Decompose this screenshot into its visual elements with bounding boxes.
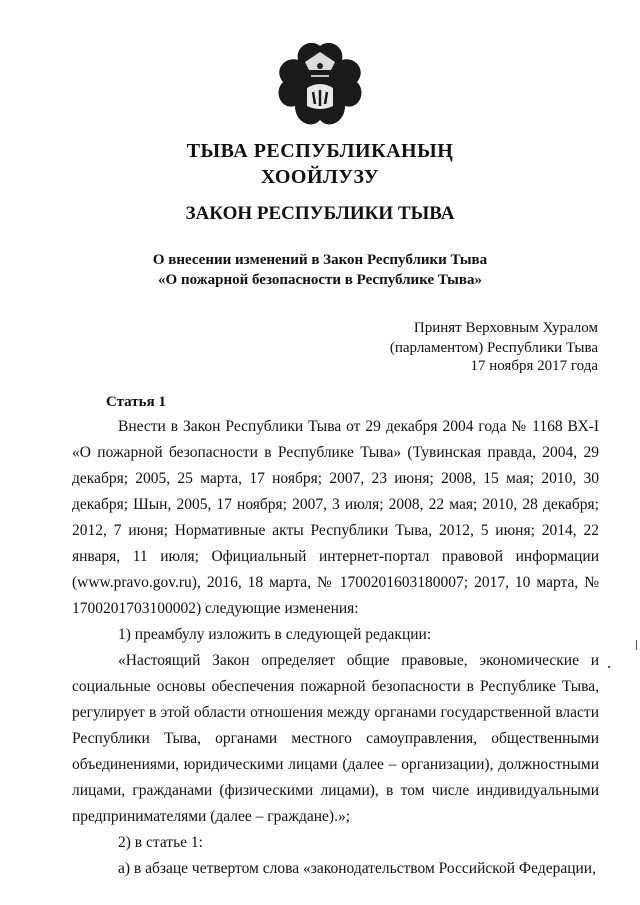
article-body [72,414,599,882]
adopted-line1: Принят Верховным Хуралом [413,320,598,336]
law-title: ЗАКОН РЕСПУБЛИКИ ТЫВА [185,203,455,224]
law-subtitle-line1: О внесении изменений в Закон Республики Тыва [152,252,488,268]
adopted-line2: (парламентом) Республики Тыва [389,340,598,356]
article-intro: Внести в Закон Республики Тыва от 29 декабря 2004 года № 1168 ВХ-I «О пожарной безопасности в Республике Тыва» (Тувинская правда, 2004, 29 декабря; 2005, 25 марта, 17 ноября; 2007, 23 июня; 2008, 15 мая; 2010, 30 декабря; Шын, 2005, 17 ноября; 2007, 3 июля; 2008, 22 мая; 2010, 28 декабря; 2012, 7 июня; Нормативные акты Республики Тыва, 2012, 5 июня; 2014, 22 января, 11 июля; Официальный интернет-портал правовой информации (www.pravo.gov.ru), 2016, 18 марта, № 1700201603180007; 2017, 10 марта, № 1700201703100002) следующие изменения: [72,418,599,617]
law-subtitle-line2: «О пожарной безопасности в Республике Тыва» [158,272,482,288]
scan-speck [608,666,610,668]
tyva-title-line1: ТЫВА РЕСПУБЛИКАНЫҢ [186,140,454,162]
item-1-text: «Настоящий Закон определяет общие правовые, экономические и социальные основы обеспечения пожарной безопасности в Республике Тыва, регулирует в этой области отношения между органами государственной власти Республики Тыва, органами местного самоуправления, общественными объединениями, юридическими лицами (далее – организации), должностными лицами, гражданами (физическими лицами), в том числе индивидуальными предпринимателями (далее – граждане).»; [72,652,599,825]
tuva-coat-of-arms-icon [275,40,365,130]
scan-speck [636,640,637,650]
article-title: Статья 1 [106,394,166,410]
item-2: 2) в статье 1: [118,834,203,851]
item-2a: а) в абзаце четвертом слова «законодательством Российской Федерации, [118,860,596,877]
adopted-date: 17 ноября 2017 года [470,358,598,374]
tyva-title-line2: ХООЙЛУЗУ [260,166,380,188]
item-1: 1) преамбулу изложить в следующей редакции: [118,626,432,643]
